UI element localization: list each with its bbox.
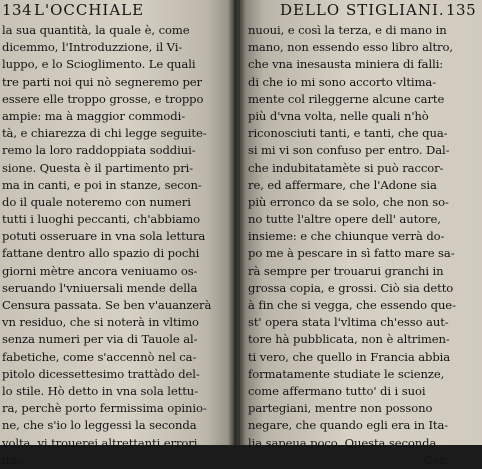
text-line: più erronco da se solo, che non so- xyxy=(248,194,449,209)
text-line: insieme: e che chiunque verrà do- xyxy=(248,229,445,244)
text-line: ne, che s'io lo leggessi la seconda xyxy=(2,418,197,433)
left-running-head: L'OCCHIALE xyxy=(34,1,145,19)
text-line: fabetiche, come s'accennò nel ca- xyxy=(2,349,197,364)
text-line: dicemmo, l'Introduzzione, il Vi- xyxy=(2,40,183,55)
text-line: che indubitatamète si può raccor- xyxy=(248,160,444,175)
text-line: ra, perchè porto fermissima opinio- xyxy=(2,401,207,416)
text-line: ampie: ma à maggior commodi- xyxy=(2,108,186,123)
text-line: negare, che quando egli era in Ita- xyxy=(248,418,449,433)
text-line: la sua quantità, la quale è, come xyxy=(2,23,190,37)
left-text-block xyxy=(2,22,228,469)
text-line: formatamente studiate le scienze, xyxy=(248,366,445,381)
text-line: si mi vi son confuso per entro. Dal- xyxy=(248,143,450,158)
text-line: re, ed affermare, che l'Adone sia xyxy=(248,177,437,192)
right-text-block xyxy=(248,22,480,469)
text-line: di che io mi sono accorto vltima- xyxy=(248,74,437,89)
text-line: partegiani, mentre non possono xyxy=(248,401,433,416)
text-line: mente col rileggerne alcune carte xyxy=(248,91,445,106)
text-line: giorni mètre ancora veniuamo os- xyxy=(2,263,198,278)
text-line: à fin che si vegga, che essendo que- xyxy=(248,298,456,312)
text-line: volta, vi trouerei altrettanti errori xyxy=(2,435,198,450)
text-line: potuti osseruare in vna sola lettura xyxy=(2,229,206,244)
text-line: ti vero, che quello in Francia abbia xyxy=(248,349,451,364)
text-line: rà sempre per trouarui granchi in xyxy=(248,263,444,278)
text-line: mano, non essendo esso libro altro, xyxy=(248,40,453,55)
text-line: nuo- xyxy=(2,452,28,467)
text-line: tore hà pubblicata, non è altrimen- xyxy=(248,332,450,347)
left-page xyxy=(0,0,234,467)
right-running-head: DELLO STIGLIANI. xyxy=(280,1,445,19)
text-line: lia sapeua poco. Questa seconda xyxy=(248,435,437,450)
text-line: fattane dentro allo spazio di pochi xyxy=(2,246,200,261)
text-line: Cen- xyxy=(424,452,451,467)
text-line: luppo, e lo Scioglimento. Le quali xyxy=(2,57,196,72)
left-page-number: 134 xyxy=(2,1,33,19)
text-line: sione. Questa è il partimento pri- xyxy=(2,160,194,175)
text-line: riconosciuti tanti, e tanti, che qua- xyxy=(248,126,448,141)
text-line: come affermano tutto' di i suoi xyxy=(248,383,426,398)
text-line: tà, e chiarezza di chi legge seguite- xyxy=(2,126,207,141)
text-line: tutti i luoghi peccanti, ch'abbiamo xyxy=(2,212,201,227)
book-gutter xyxy=(228,0,246,445)
text-line: tre parti noi qui nò segneremo per xyxy=(2,74,202,89)
text-line: nuoui, e così la terza, e di mano in xyxy=(248,23,447,37)
text-line: più d'vna volta, nelle quali n'hò xyxy=(248,108,429,123)
text-line: che vna inesausta miniera di falli: xyxy=(248,57,444,72)
text-line: Censura passata. Se ben v'auanzerà xyxy=(2,298,212,312)
text-line: po me à pescare in sì fatto mare sa- xyxy=(248,246,455,261)
text-line: do il quale noteremo con numeri xyxy=(2,194,191,209)
text-line: vn residuo, che si noterà in vltimo xyxy=(2,315,199,330)
right-page-number: 135 xyxy=(446,1,477,19)
text-line: ma in canti, e poi in stanze, secon- xyxy=(2,177,202,192)
text-line: no tutte l'altre opere dell' autore, xyxy=(248,212,441,227)
text-line: senza numeri per via di Tauole al- xyxy=(2,332,198,347)
text-line: remo la loro raddoppiata soddiui- xyxy=(2,143,196,158)
right-page xyxy=(240,0,482,467)
text-line: st' opera stata l'vltima ch'esso aut- xyxy=(248,315,449,330)
text-line: lo stile. Hò detto in vna sola lettu- xyxy=(2,383,198,398)
text-line: seruando l'vniuersali mende della xyxy=(2,280,198,295)
text-line: essere elle troppo grosse, e troppo xyxy=(2,91,204,106)
text-line: grossa copia, e grossi. Ciò sia detto xyxy=(248,280,454,295)
text-line: pitolo dicessettesimo trattàdo del- xyxy=(2,366,200,381)
